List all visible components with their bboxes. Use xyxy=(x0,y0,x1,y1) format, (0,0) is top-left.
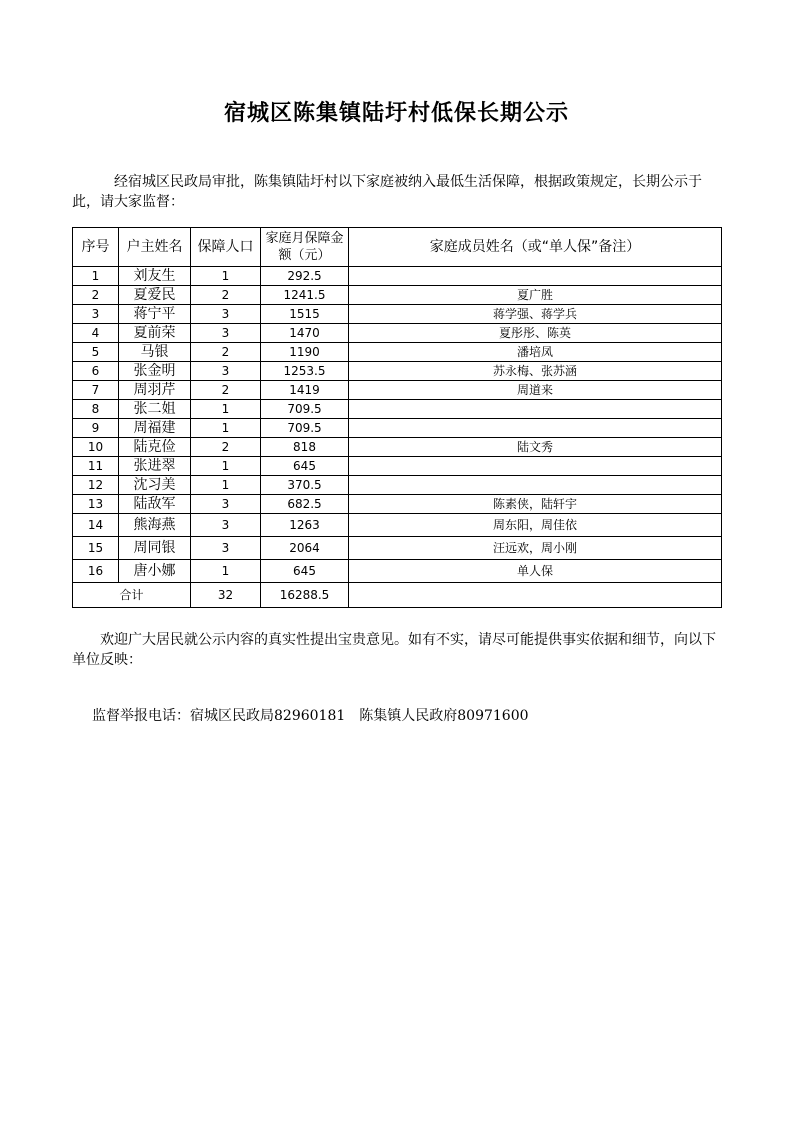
header-amount: 家庭月保障金额（元） xyxy=(261,228,349,267)
seq-cell: 10 xyxy=(73,438,119,457)
seq-cell: 11 xyxy=(73,457,119,476)
hotline-line: 监督举报电话：宿城区民政局82960181 陈集镇人民政府80971600 xyxy=(92,708,529,724)
seq-cell: 4 xyxy=(73,324,119,343)
count-cell: 3 xyxy=(191,362,261,381)
intro-paragraph xyxy=(72,172,720,212)
intro-text: 经宿城区民政局审批，陈集镇陆圩村以下家庭被纳入最低生活保障，根据政策规定，长期公示于此，请大家监督： xyxy=(72,174,702,210)
total-amount: 16288.5 xyxy=(261,583,349,608)
table-row xyxy=(73,267,722,286)
head-name-cell: 夏前荣 xyxy=(119,324,191,343)
table-row xyxy=(73,362,722,381)
page-title: 宿城区陈集镇陆圩村低保长期公示 xyxy=(223,100,569,126)
seq-cell: 12 xyxy=(73,476,119,495)
table-row xyxy=(73,560,722,583)
table-row xyxy=(73,476,722,495)
count-cell: 3 xyxy=(191,514,261,537)
assistance-table xyxy=(72,227,722,608)
members-cell: 陆文秀 xyxy=(349,438,722,457)
seq-cell: 6 xyxy=(73,362,119,381)
members-cell xyxy=(349,476,722,495)
table-row xyxy=(73,343,722,362)
total-row xyxy=(73,583,722,608)
table-row xyxy=(73,381,722,400)
amount-cell: 292.5 xyxy=(261,267,349,286)
amount-cell: 370.5 xyxy=(261,476,349,495)
head-name-cell: 夏爱民 xyxy=(119,286,191,305)
members-cell: 苏永梅、张苏涵 xyxy=(349,362,722,381)
amount-cell: 1515 xyxy=(261,305,349,324)
amount-cell: 709.5 xyxy=(261,400,349,419)
count-cell: 1 xyxy=(191,267,261,286)
head-name-cell: 周同银 xyxy=(119,537,191,560)
members-cell xyxy=(349,457,722,476)
count-cell: 1 xyxy=(191,400,261,419)
total-members xyxy=(349,583,722,608)
amount-cell: 645 xyxy=(261,457,349,476)
table-row xyxy=(73,305,722,324)
amount-cell: 709.5 xyxy=(261,419,349,438)
seq-cell: 2 xyxy=(73,286,119,305)
table-row xyxy=(73,324,722,343)
amount-cell: 2064 xyxy=(261,537,349,560)
members-cell: 陈素侠，陆轩宇 xyxy=(349,495,722,514)
table-row xyxy=(73,419,722,438)
members-cell: 潘培凤 xyxy=(349,343,722,362)
amount-cell: 1241.5 xyxy=(261,286,349,305)
members-cell xyxy=(349,267,722,286)
closing-paragraph xyxy=(72,630,722,670)
count-cell: 3 xyxy=(191,495,261,514)
count-cell: 1 xyxy=(191,457,261,476)
head-name-cell: 张二姐 xyxy=(119,400,191,419)
seq-cell: 8 xyxy=(73,400,119,419)
head-name-cell: 张金明 xyxy=(119,362,191,381)
members-cell: 单人保 xyxy=(349,560,722,583)
seq-cell: 13 xyxy=(73,495,119,514)
seq-cell: 16 xyxy=(73,560,119,583)
head-name-cell: 张进翠 xyxy=(119,457,191,476)
table-row xyxy=(73,400,722,419)
head-name-cell: 刘友生 xyxy=(119,267,191,286)
amount-cell: 1263 xyxy=(261,514,349,537)
count-cell: 1 xyxy=(191,476,261,495)
table-row xyxy=(73,495,722,514)
total-label: 合计 xyxy=(73,583,191,608)
seq-cell: 1 xyxy=(73,267,119,286)
members-cell xyxy=(349,400,722,419)
members-cell: 周东阳，周佳依 xyxy=(349,514,722,537)
amount-cell: 818 xyxy=(261,438,349,457)
table-row xyxy=(73,438,722,457)
members-cell xyxy=(349,419,722,438)
head-name-cell: 蒋宁平 xyxy=(119,305,191,324)
seq-cell: 5 xyxy=(73,343,119,362)
count-cell: 2 xyxy=(191,286,261,305)
amount-cell: 1253.5 xyxy=(261,362,349,381)
seq-cell: 15 xyxy=(73,537,119,560)
head-name-cell: 周羽芹 xyxy=(119,381,191,400)
header-members: 家庭成员姓名（或“单人保”备注） xyxy=(349,228,722,267)
count-cell: 2 xyxy=(191,438,261,457)
table-row xyxy=(73,286,722,305)
count-cell: 2 xyxy=(191,381,261,400)
head-name-cell: 马银 xyxy=(119,343,191,362)
header-seq: 序号 xyxy=(73,228,119,267)
seq-cell: 7 xyxy=(73,381,119,400)
count-cell: 3 xyxy=(191,537,261,560)
count-cell: 3 xyxy=(191,324,261,343)
seq-cell: 9 xyxy=(73,419,119,438)
amount-cell: 682.5 xyxy=(261,495,349,514)
header-head-name: 户主姓名 xyxy=(119,228,191,267)
head-name-cell: 熊海燕 xyxy=(119,514,191,537)
count-cell: 1 xyxy=(191,419,261,438)
table-row xyxy=(73,514,722,537)
members-cell: 夏彤彤、陈英 xyxy=(349,324,722,343)
seq-cell: 3 xyxy=(73,305,119,324)
amount-cell: 1470 xyxy=(261,324,349,343)
count-cell: 2 xyxy=(191,343,261,362)
closing-text: 欢迎广大居民就公示内容的真实性提出宝贵意见。如有不实，请尽可能提供事实依据和细节，向以下单位反映： xyxy=(72,632,716,668)
head-name-cell: 陆克俭 xyxy=(119,438,191,457)
table-header-row xyxy=(73,228,722,267)
members-cell: 夏广胜 xyxy=(349,286,722,305)
total-count: 32 xyxy=(191,583,261,608)
seq-cell: 14 xyxy=(73,514,119,537)
members-cell: 周道来 xyxy=(349,381,722,400)
amount-cell: 1419 xyxy=(261,381,349,400)
amount-cell: 1190 xyxy=(261,343,349,362)
members-cell: 蒋学强、蒋学兵 xyxy=(349,305,722,324)
head-name-cell: 周福建 xyxy=(119,419,191,438)
head-name-cell: 沈习美 xyxy=(119,476,191,495)
table-row xyxy=(73,537,722,560)
amount-cell: 645 xyxy=(261,560,349,583)
members-cell: 汪远欢，周小刚 xyxy=(349,537,722,560)
head-name-cell: 陆敌军 xyxy=(119,495,191,514)
count-cell: 3 xyxy=(191,305,261,324)
header-count: 保障人口 xyxy=(191,228,261,267)
count-cell: 1 xyxy=(191,560,261,583)
table-row xyxy=(73,457,722,476)
head-name-cell: 唐小娜 xyxy=(119,560,191,583)
